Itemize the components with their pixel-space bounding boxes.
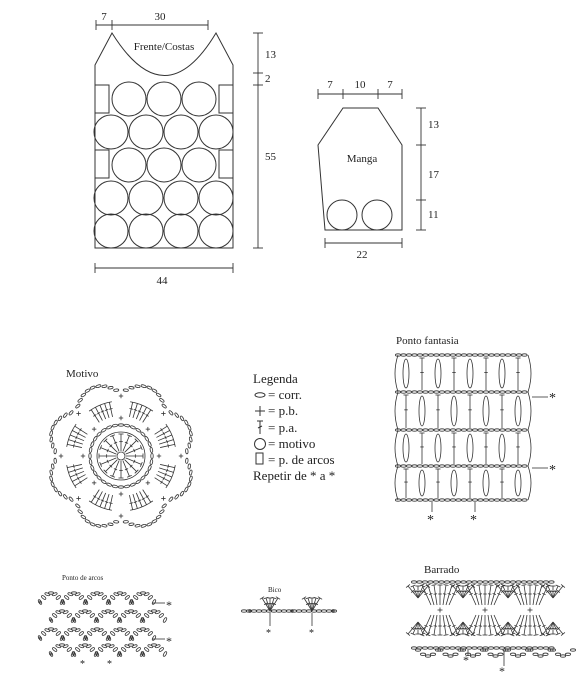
ponto-fantasia-diagram — [395, 335, 556, 528]
legend-repeat: Repetir de * a * — [253, 468, 336, 483]
repeat-asterisk-icon — [427, 391, 556, 528]
dim-top-neck: 30 — [154, 11, 166, 23]
repeat-asterisk-icon — [463, 653, 505, 678]
svg-text:*: * — [470, 513, 477, 528]
arcos-stitch-rows — [38, 592, 168, 657]
legend-title: Legenda — [253, 371, 298, 386]
ponto-fantasia-title: Ponto fantasia — [396, 335, 459, 347]
legend-item-sc: = p.b. — [268, 403, 299, 418]
dim-width: 44 — [156, 275, 168, 287]
sleeve-dim-top-left: 7 — [327, 79, 333, 91]
barrado-title: Barrado — [424, 564, 460, 576]
svg-text:*: * — [309, 628, 314, 639]
legend-item-arcs: = p. de arcos — [268, 452, 335, 467]
svg-text:*: * — [499, 664, 505, 678]
legend-item-dc: = p.a. — [268, 420, 298, 435]
chain-icon — [255, 393, 265, 397]
dim-top-side: 7 — [101, 11, 107, 23]
motif-diagram — [49, 368, 193, 528]
ponto-arcos-diagram — [38, 574, 172, 670]
repeat-asterisk-icon — [266, 628, 314, 639]
svg-text:*: * — [549, 391, 556, 406]
barrado-diagram — [406, 564, 576, 678]
plus-icon — [255, 406, 265, 416]
sleeve-schematic — [318, 79, 440, 261]
body-motif-circles — [94, 82, 233, 248]
svg-text:*: * — [166, 598, 172, 612]
sleeve-title: Manga — [346, 153, 378, 165]
sleeve-dim-top-right: 7 — [387, 79, 393, 91]
bico-title: Bico — [268, 586, 282, 594]
svg-text:*: * — [266, 628, 271, 639]
svg-text:*: * — [80, 659, 85, 670]
motif-title: Motivo — [66, 368, 99, 380]
svg-text:*: * — [427, 513, 434, 528]
dim-armhole: 13 — [265, 49, 276, 61]
sleeve-dim-width: 22 — [356, 249, 368, 261]
dim-gap: 2 — [265, 73, 271, 85]
body-title: Frente/Costas — [133, 41, 195, 53]
body-schematic — [94, 11, 277, 287]
bico-stitch-row — [241, 597, 336, 626]
rectangle-icon — [256, 453, 263, 464]
motif-stitch-rings — [49, 384, 193, 528]
ponto-arcos-title: Ponto de arcos — [62, 574, 104, 582]
repeat-asterisk-icon — [80, 598, 172, 670]
barrado-stitch-chart — [406, 581, 576, 666]
legend — [253, 371, 335, 483]
dim-body: 55 — [265, 151, 276, 163]
bico-diagram — [241, 586, 336, 639]
circle-icon — [255, 439, 266, 450]
fantasia-stitch-grid — [395, 354, 548, 512]
svg-text:*: * — [549, 463, 556, 478]
sleeve-dim-lower: 11 — [428, 209, 439, 221]
legend-item-chain: = corr. — [268, 387, 303, 402]
legend-item-motif: = motivo — [268, 436, 316, 451]
svg-text:*: * — [166, 634, 172, 648]
dc-stitch-icon — [257, 421, 263, 434]
sleeve-dim-upper: 13 — [428, 119, 439, 131]
sleeve-dim-middle: 17 — [428, 169, 439, 181]
svg-text:*: * — [107, 659, 112, 670]
svg-text:*: * — [463, 653, 469, 667]
sleeve-dim-top-mid: 10 — [354, 79, 366, 91]
